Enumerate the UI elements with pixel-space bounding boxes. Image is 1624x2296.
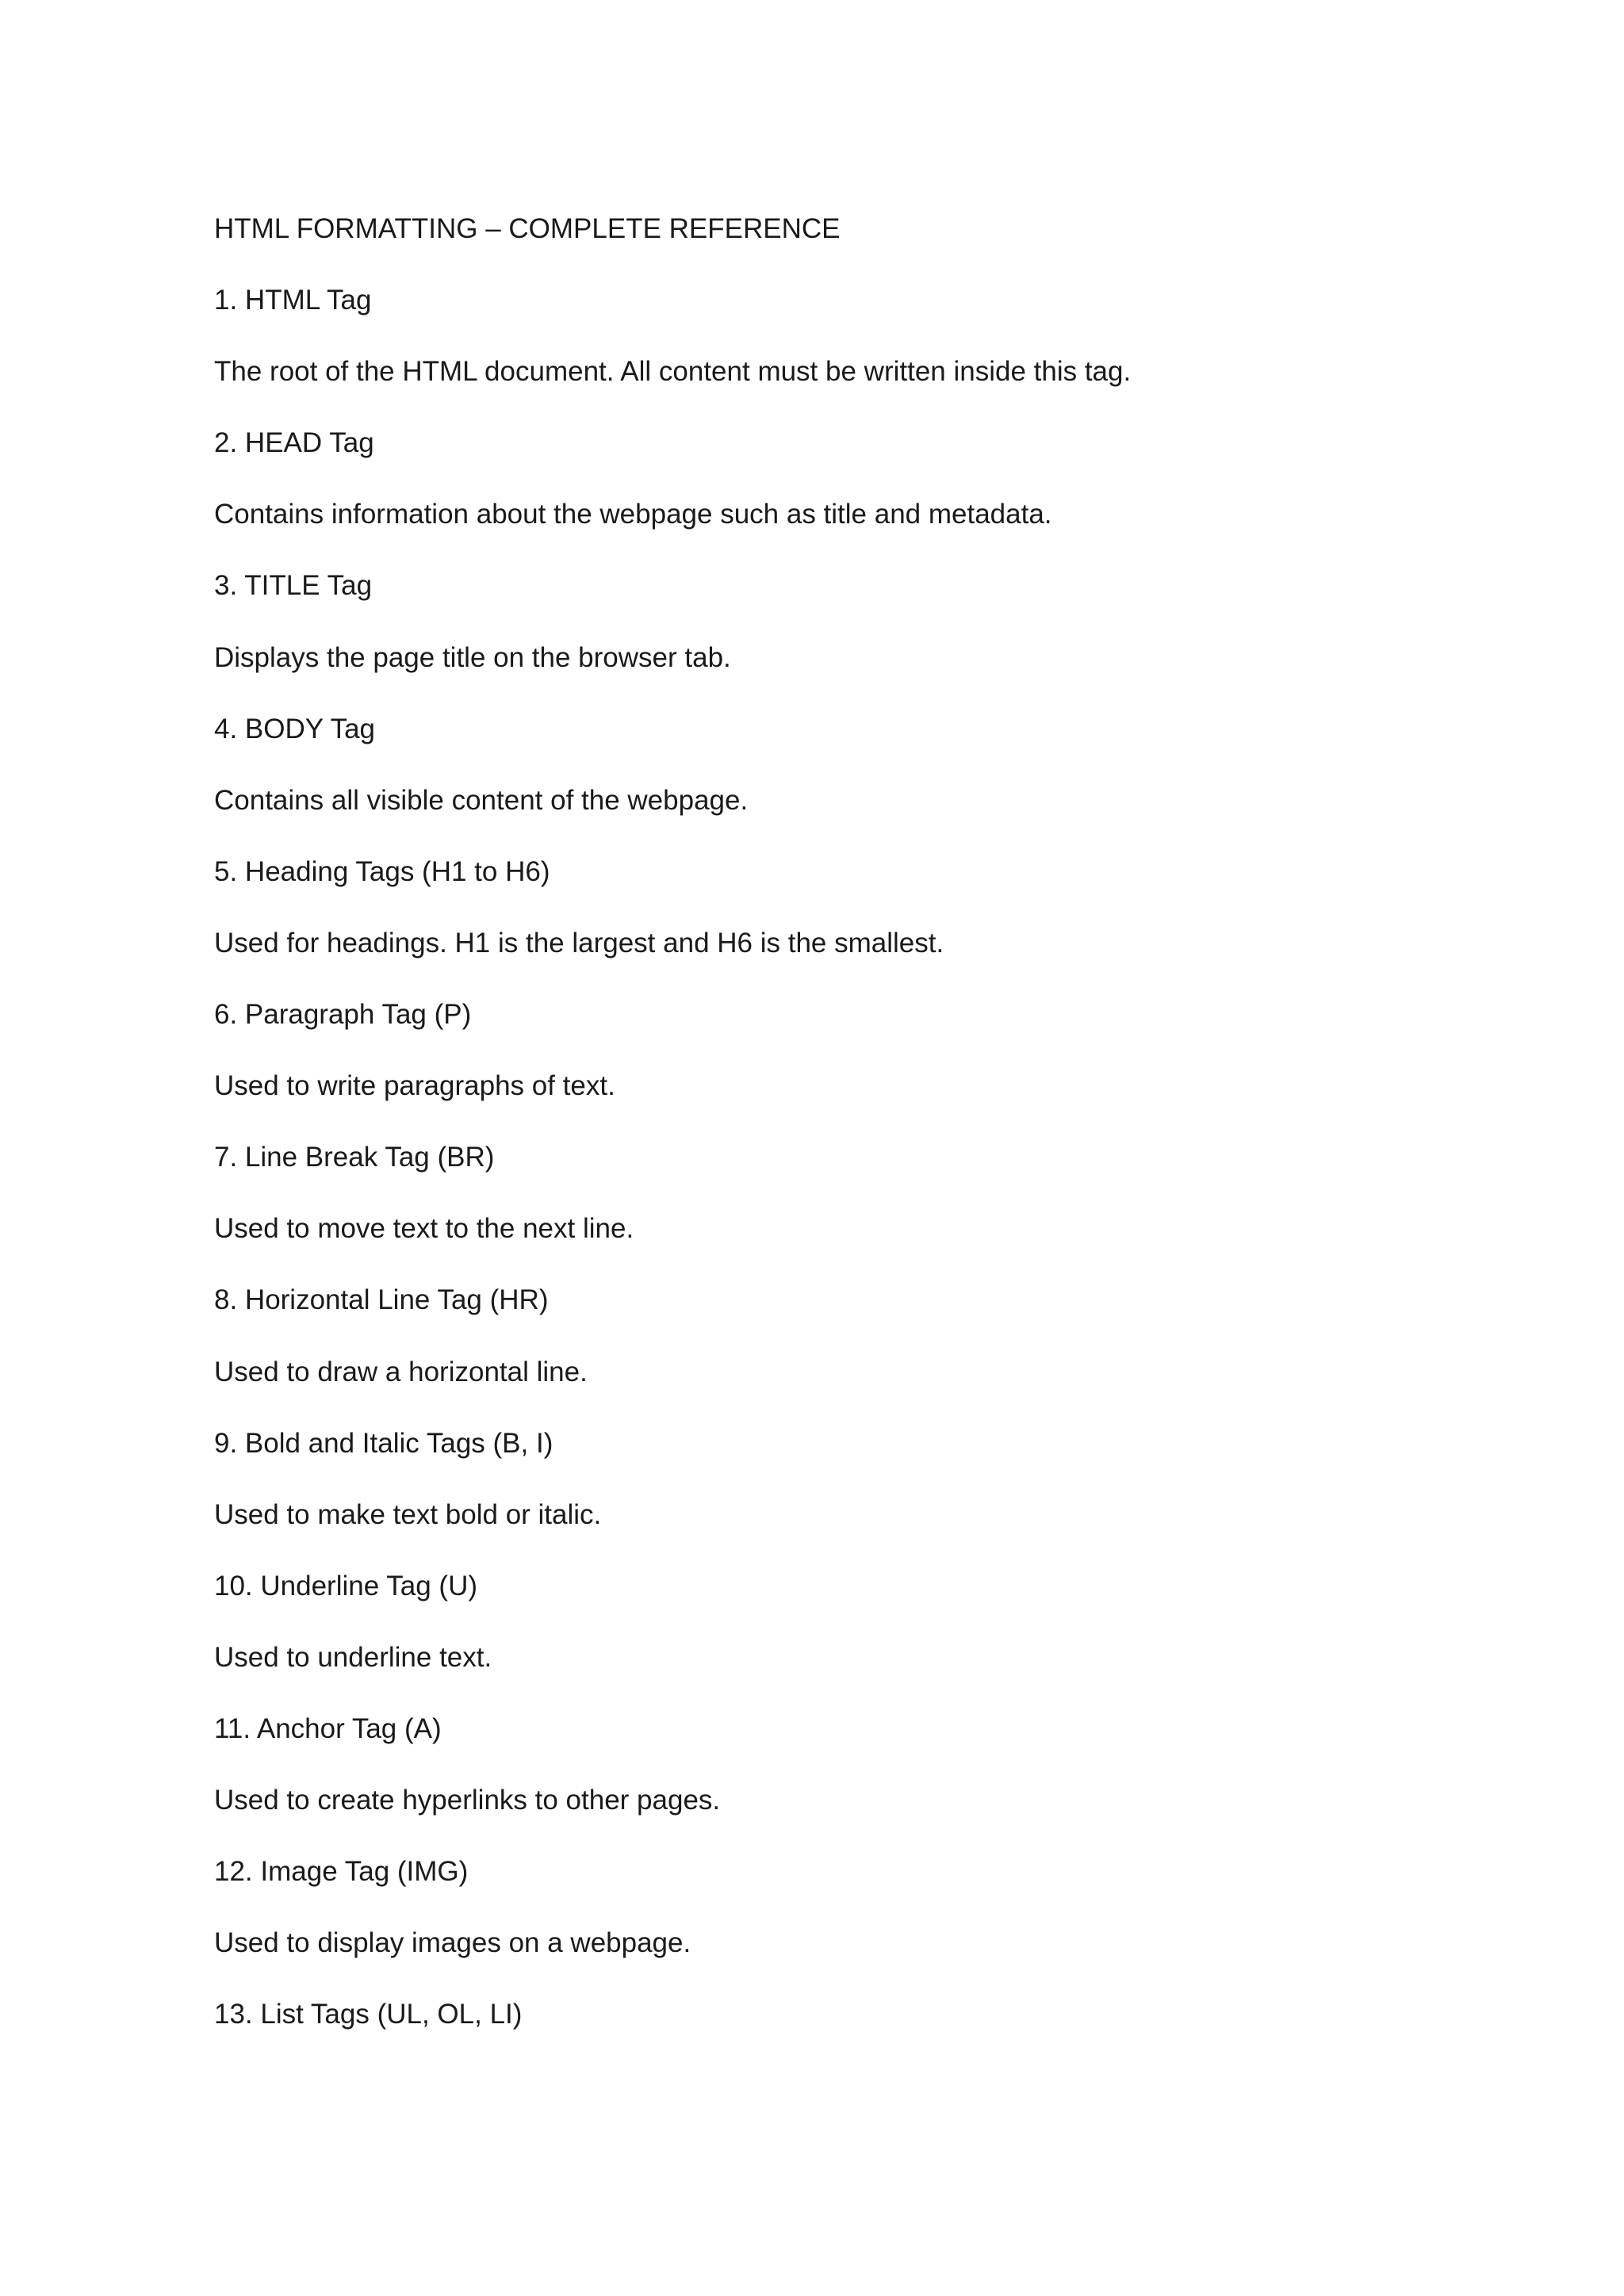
section-heading: 2. HEAD Tag: [214, 427, 374, 459]
section-heading: 3. TITLE Tag: [214, 570, 373, 602]
section-heading: 1. HTML Tag: [214, 285, 372, 316]
section-description: Used to write paragraphs of text.: [214, 1070, 615, 1102]
document-title: HTML FORMATTING – COMPLETE REFERENCE: [214, 213, 841, 244]
section-heading: 9. Bold and Italic Tags (B, I): [214, 1427, 553, 1459]
section-description: Used to create hyperlinks to other pages.: [214, 1785, 721, 1816]
section-heading: 4. BODY Tag: [214, 713, 375, 744]
section-heading: 5. Heading Tags (H1 to H6): [214, 855, 550, 887]
section-heading: 6. Paragraph Tag (P): [214, 999, 472, 1031]
section-description: Used to display images on a webpage.: [214, 1927, 691, 1959]
section-description: Contains information about the webpage such as title and metadata.: [214, 499, 1052, 530]
section-heading: 11. Anchor Tag (A): [214, 1712, 442, 1744]
section-description: Contains all visible content of the webpage.: [214, 784, 749, 816]
document-body: [214, 212, 1515, 2069]
section-description: The root of the HTML document. All content must be written inside this tag.: [214, 356, 1132, 388]
section-heading: 12. Image Tag (IMG): [214, 1856, 469, 1888]
section-heading: 8. Horizontal Line Tag (HR): [214, 1284, 549, 1316]
section-description: Used to make text bold or italic.: [214, 1498, 602, 1530]
section-description: Used to move text to the next line.: [214, 1213, 634, 1245]
section-description: Used for headings. H1 is the largest and H6 is the smallest.: [214, 927, 944, 959]
section-description: Used to draw a horizontal line.: [214, 1356, 588, 1387]
section-description: Used to underline text.: [214, 1641, 492, 1673]
section-description: Displays the page title on the browser tab.: [214, 641, 731, 673]
section-heading: 10. Underline Tag (U): [214, 1570, 478, 1601]
section-heading: 7. Line Break Tag (BR): [214, 1142, 495, 1173]
section-heading: 13. List Tags (UL, OL, LI): [214, 1999, 523, 2030]
